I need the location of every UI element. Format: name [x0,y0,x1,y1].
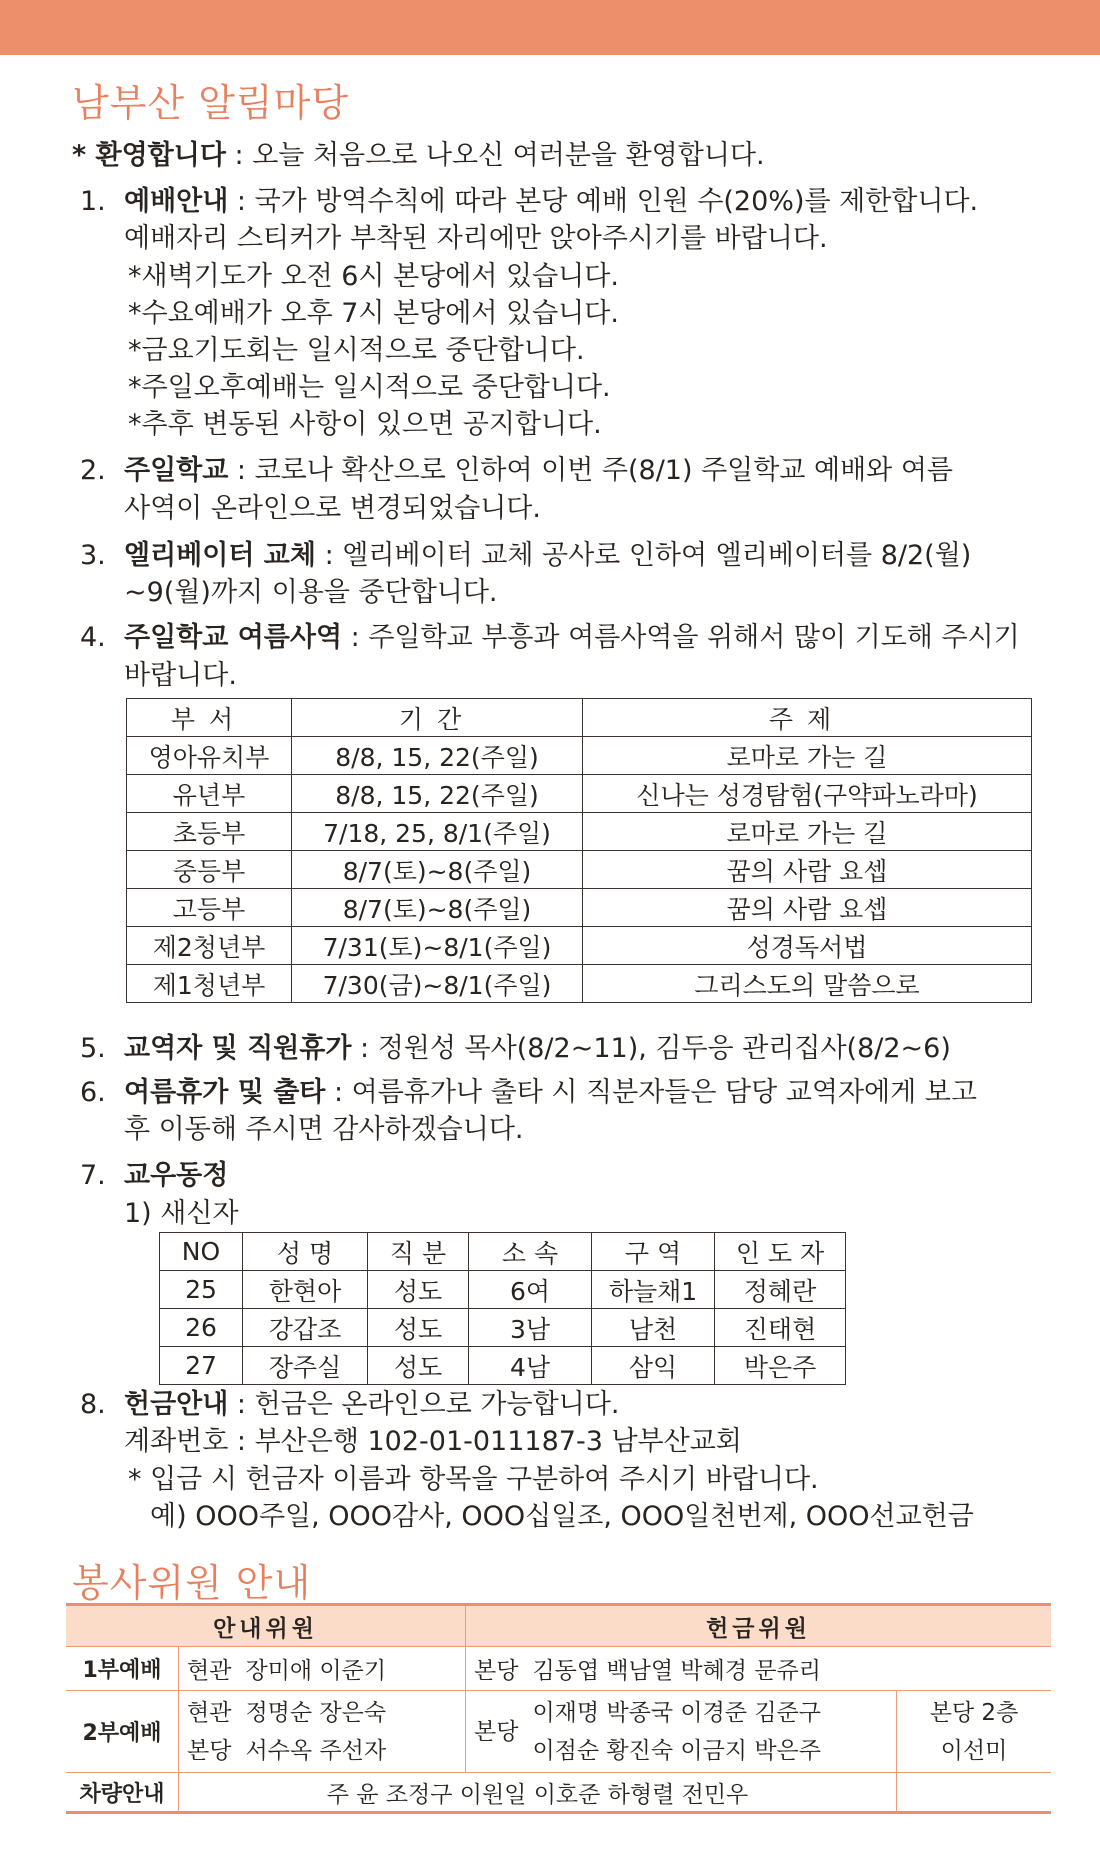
offering-cell [466,1691,897,1773]
cell: 4남 [469,1347,592,1385]
welcome-text: : 오늘 처음으로 나오신 여러분을 환영합니다. [225,140,765,171]
cell-department: 고등부 [127,889,292,927]
item-1-note: *새벽기도가 오전 6시 본당에서 있습니다. [128,261,619,292]
volunteer-table [66,1603,1051,1814]
names: 정명순 장은숙 [245,1699,387,1726]
cell-department: 제2청년부 [127,927,292,965]
header-name: 성 명 [243,1233,368,1271]
item-4-cont: 바랍니다. [124,660,237,691]
table-header-row [160,1233,846,1271]
item-text: : 정원성 목사(8/2~11), 김두응 관리집사(8/2~6) [351,1033,951,1064]
item-label: 엘리베이터 교체 [124,540,316,571]
cell-theme: 로마로 가는 길 [583,813,1032,851]
header-district: 구 역 [592,1233,715,1271]
header-affiliation: 소 속 [469,1233,592,1271]
item-text: : 주일학교 부흥과 여름사역을 위해서 많이 기도해 주시기 [342,622,1020,653]
table-header-row [66,1605,1051,1647]
item-6-cont: 후 이동해 주시면 감사하겠습니다. [124,1114,524,1145]
row-label: 1부예배 [66,1647,179,1691]
table-row [127,889,1032,927]
summer-ministry-table [126,698,1032,1003]
cell-period: 8/8, 15, 22(주일) [292,775,583,813]
item-number: 4. [80,622,106,653]
row-label: 2부예배 [66,1691,179,1773]
item-number: 5. [80,1033,106,1064]
names: 김동엽 백남열 박혜경 문쥬리 [532,1658,821,1684]
item-label: 여름휴가 및 출타 [124,1077,326,1108]
cell: 27 [160,1347,243,1385]
item-label: 주일학교 여름사역 [124,622,343,653]
item-text: : 헌금은 온라인으로 가능합니다. [228,1389,620,1420]
cell: 한현아 [243,1271,368,1309]
header-guide-committee: 안내위원 [66,1605,466,1647]
guide-cell [179,1647,466,1691]
table-row [160,1347,846,1385]
table-row [160,1271,846,1309]
table-row [127,737,1032,775]
table-row [66,1647,1051,1691]
names: 서수옥 주선자 [245,1737,387,1764]
header-theme: 주제 [583,699,1032,737]
cell: 6여 [469,1271,592,1309]
place-label: 본당 [187,1737,232,1764]
item-1-note: *추후 변동된 사항이 있으면 공지합니다. [128,409,602,440]
place-label: 현관 [187,1658,232,1684]
names: 장미애 이준기 [245,1658,387,1684]
item-3 [80,538,971,574]
welcome-label: * 환영합니다 [72,140,226,171]
item-text: : 코로나 확산으로 인하여 이번 주(8/1) 주일학교 예배와 여름 [228,455,953,486]
cell-department: 영아유치부 [127,737,292,775]
cell-theme: 로마로 가는 길 [583,737,1032,775]
extra-cell [897,1691,1052,1773]
cell-period: 8/7(토)~8(주일) [292,851,583,889]
item-4 [80,620,1020,656]
item-number: 7. [80,1160,106,1191]
cell-period: 7/18, 25, 8/1(주일) [292,813,583,851]
cell: 장주실 [243,1347,368,1385]
item-label: 교역자 및 직원휴가 [124,1033,352,1064]
cell-theme: 성경독서법 [583,927,1032,965]
place-label: 본당 [474,1718,519,1745]
cell-period: 7/30(금)~8/1(주일) [292,965,583,1003]
cell-period: 7/31(토)~8/1(주일) [292,927,583,965]
section-title-announcements: 남부산 알림마당 [72,81,350,125]
vehicle-names: 주 윤 조정구 이원일 이호준 하형렬 전민우 [179,1773,897,1813]
offering-example: 예) OOO주일, OOO감사, OOO십일조, OOO일천번제, OOO선교헌금 [150,1501,974,1532]
item-1-note: *주일오후예배는 일시적으로 중단합니다. [128,372,611,403]
item-1-cont: 예배자리 스티커가 부착된 자리에만 앉아주시기를 바랍니다. [124,223,828,254]
cell-theme: 그리스도의 말씀으로 [583,965,1032,1003]
table-row [127,927,1032,965]
cell-department: 초등부 [127,813,292,851]
cell-department: 제1청년부 [127,965,292,1003]
header-no: NO [160,1233,243,1271]
item-number: 3. [80,540,106,571]
cell: 남천 [592,1309,715,1347]
newcomer-label: 1) 새신자 [124,1198,239,1229]
table-row [66,1691,1051,1773]
table-header-row [127,699,1032,737]
table-row [127,813,1032,851]
account-number: 계좌번호 : 부산은행 102-01-011187-3 남부산교회 [124,1426,742,1457]
place-label: 본당 [474,1658,519,1684]
place-label: 현관 [187,1699,232,1726]
table-row [127,965,1032,1003]
item-label: 주일학교 [124,455,229,486]
cell-theme: 신나는 성경탐험(구약파노라마) [583,775,1032,813]
cell: 삼익 [592,1347,715,1385]
cell: 25 [160,1271,243,1309]
section-title-volunteers: 봉사위원 안내 [72,1561,312,1605]
cell-department: 유년부 [127,775,292,813]
cell: 강갑조 [243,1309,368,1347]
item-label: 예배안내 [124,186,229,217]
item-number: 2. [80,455,106,486]
welcome-line [72,138,765,174]
item-text: : 여름휴가나 출타 시 직분자들은 담당 교역자에게 보고 [325,1077,977,1108]
place-label: 본당 2층 [929,1699,1019,1726]
names: 이선미 [940,1737,1008,1764]
newcomer-table [159,1232,846,1385]
item-number: 6. [80,1077,106,1108]
names [532,1694,821,1770]
table-row [160,1309,846,1347]
cell: 26 [160,1309,243,1347]
cell-period: 8/7(토)~8(주일) [292,889,583,927]
item-8 [80,1387,619,1423]
item-5 [80,1031,951,1067]
item-1-note: *금요기도회는 일시적으로 중단합니다. [128,335,585,366]
guide-cell [179,1691,466,1773]
item-1 [80,184,978,220]
header-guide: 인 도 자 [715,1233,846,1271]
offering-cell [466,1647,1052,1691]
item-6 [80,1075,977,1111]
item-number: 8. [80,1389,106,1420]
header-offering-committee: 헌금위원 [466,1605,1052,1647]
item-label: 교우동정 [124,1160,229,1191]
item-text: : 국가 방역수칙에 따라 본당 예배 인원 수(20%)를 제한합니다. [228,186,979,217]
item-1-note: *수요예배가 오후 7시 본당에서 있습니다. [128,298,619,329]
cell: 정혜란 [715,1271,846,1309]
table-row [127,851,1032,889]
cell-theme: 꿈의 사람 요셉 [583,889,1032,927]
table-row [127,775,1032,813]
header-position: 직 분 [368,1233,469,1271]
cell: 하늘채1 [592,1271,715,1309]
cell: 박은주 [715,1347,846,1385]
cell: 진태현 [715,1309,846,1347]
item-label: 헌금안내 [124,1389,229,1420]
table-row [66,1773,1051,1813]
empty-cell [897,1773,1052,1813]
names-line: 이점순 황진숙 이금지 박은주 [532,1737,821,1764]
cell-theme: 꿈의 사람 요셉 [583,851,1032,889]
top-accent-bar [0,0,1100,55]
item-3-cont: ~9(월)까지 이용을 중단합니다. [124,577,498,608]
cell-period: 8/8, 15, 22(주일) [292,737,583,775]
cell-department: 중등부 [127,851,292,889]
header-department: 부서 [127,699,292,737]
cell: 3남 [469,1309,592,1347]
offering-note: * 입금 시 헌금자 이름과 항목을 구분하여 주시기 바랍니다. [128,1464,819,1495]
cell: 성도 [368,1347,469,1385]
item-2 [80,453,953,489]
item-text: : 엘리베이터 교체 공사로 인하여 엘리베이터를 8/2(월) [315,540,972,571]
item-number: 1. [80,186,106,217]
names-line: 이재명 박종국 이경준 김준구 [532,1699,821,1726]
item-7 [80,1158,228,1194]
cell: 성도 [368,1271,469,1309]
header-period: 기간 [292,699,583,737]
cell: 성도 [368,1309,469,1347]
item-2-cont: 사역이 온라인으로 변경되었습니다. [124,493,541,524]
row-label: 차량안내 [66,1773,179,1813]
